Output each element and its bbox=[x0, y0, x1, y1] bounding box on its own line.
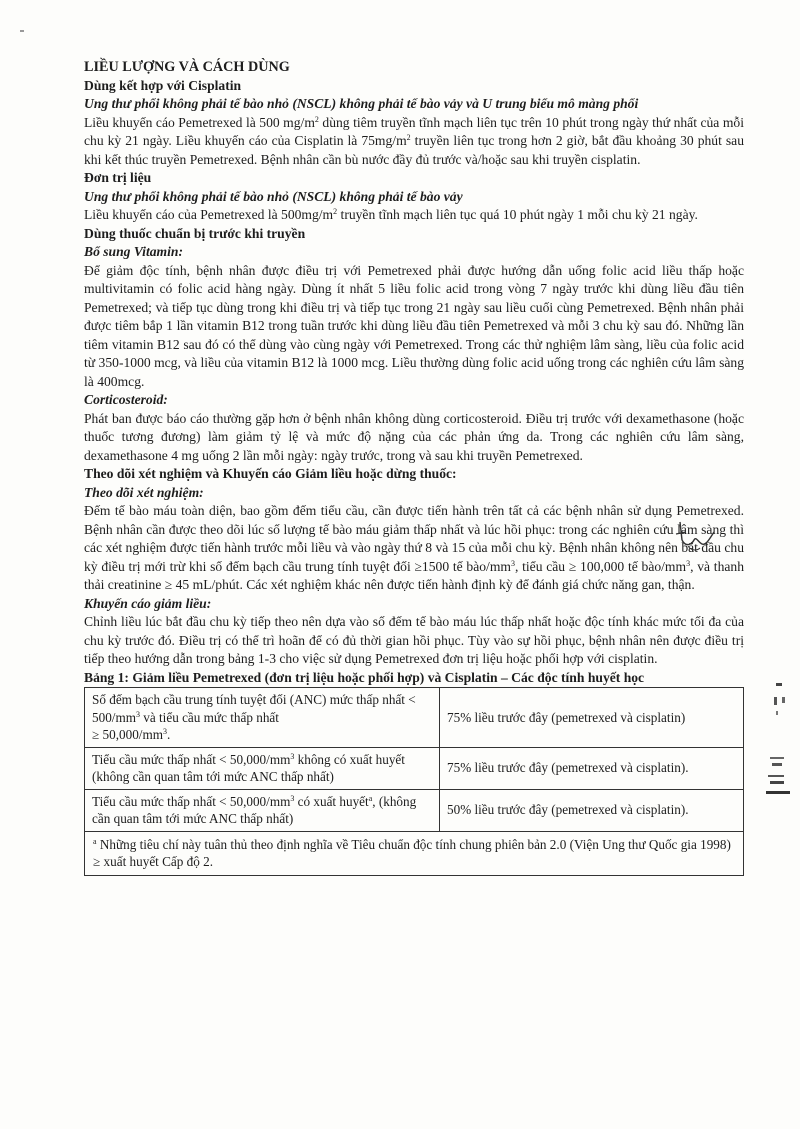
document-page bbox=[84, 58, 744, 876]
monotherapy-paragraph: Liều khuyến cáo của Pemetrexed là $500mg/m^2$ truyền tĩnh mạch liên tục quá 10 phút ngày 1 mỗi chu kỳ 21 ngày. bbox=[84, 207, 698, 222]
premedication-title: Dùng thuốc chuẩn bị trước khi truyền bbox=[84, 225, 306, 241]
corner-speck bbox=[20, 30, 24, 32]
combination-title: Dùng kết hợp với Cisplatin bbox=[84, 77, 242, 93]
corticosteroid-paragraph: Phát ban được báo cáo thường gặp hơn ở bệnh nhân không dùng corticosteroid. Điều trị trước với dexamethasone (hoặc thuốc tương đương) làm giảm tỷ lệ và mức độ nặng của các phản ứng da. Trong các nghiên cứu lâm sàng, dexamethasone 4 mg uống 2 lần mỗi ngày: ngày trước, trong và sau khi truyền Pemetrexed. bbox=[84, 410, 744, 463]
section-heading: LIỀU LƯỢNG VÀ CÁCH DÙNG bbox=[84, 59, 290, 75]
margin-scan-marks bbox=[760, 675, 796, 805]
table-cell: 75% liều trước đây (pemetrexed và cisplatin). bbox=[440, 747, 744, 789]
table-note-row bbox=[85, 831, 744, 875]
combination-paragraph: Liều khuyến cáo Pemetrexed là 500 $mg/m^2$ dùng tiêm truyền tĩnh mạch liên tục trên 10 phút trong ngày thứ nhất của mỗi chu kỳ 21 ngày. Liều khuyến cáo của Cisplatin là $75mg/m^2$ truyền liên tục trong hơn 2 giờ, bắt đầu khoảng 30 phút sau khi kết thúc truyền Pemetrexed. Bệnh nhân cần bù nước đầy đủ trước và/hoặc sau khi truyền cisplatin. bbox=[84, 114, 744, 167]
table-row bbox=[85, 789, 744, 831]
vitamin-subtitle: Bổ sung Vitamin: bbox=[84, 244, 183, 259]
table-cell: Số đếm bạch cầu trung tính tuyệt đối (ANC) mức thấp nhất < $500/mm^3$ và tiểu cầu mức thấp nhất ≥ $50,000/mm^3$. bbox=[85, 688, 440, 748]
table-cell: Tiểu cầu mức thấp nhất < $50,000/mm^3$ không có xuất huyết (không cần quan tâm tới mức ANC thấp nhất) bbox=[85, 747, 440, 789]
dose-reduction-paragraph: Chỉnh liều lúc bắt đầu chu kỳ tiếp theo nên dựa vào số đếm tế bào máu lúc thấp nhất hoặc độc tính khác mức tối đa của chu kỳ trước đó. Điều trị có thể trì hoãn để có đủ thời gian hồi phục. Tùy vào sự hồi phục, bệnh nhân nên được điều trị tiếp theo hướng dẫn trong bảng 1-3 cho việc sử dụng Pemetrexed đơn trị liệu hoặc phối hợp với cisplatin. bbox=[84, 614, 744, 666]
table-cell: 75% liều trước đây (pemetrexed và cisplatin) bbox=[440, 688, 744, 748]
table-footnote: $^a$ Những tiêu chí này tuân thủ theo định nghĩa về Tiêu chuẩn độc tính chung phiên bản 2.0 (Viện Ung thư Quốc gia 1998) ≥ xuất huyết Cấp độ 2. bbox=[85, 831, 744, 875]
table-cell: 50% liều trước đây (pemetrexed và cisplatin). bbox=[440, 789, 744, 831]
monotherapy-title: Đơn trị liệu bbox=[84, 170, 152, 185]
corticosteroid-subtitle: Corticosteroid: bbox=[84, 392, 168, 407]
monitoring-title: Theo dõi xét nghiệm và Khuyến cáo Giảm liều hoặc dừng thuốc: bbox=[84, 466, 457, 481]
table-cell: Tiểu cầu mức thấp nhất < $50,000/mm^3$ có xuất huyết$^a$, (không cần quan tâm tới mức ANC thấp nhất) bbox=[85, 789, 440, 831]
table-row bbox=[85, 688, 744, 748]
table-title: Bảng 1: Giảm liều Pemetrexed (đơn trị liệu hoặc phối hợp) và Cisplatin – Các độc tính huyết học bbox=[84, 669, 645, 685]
lab-monitoring-subtitle: Theo dõi xét nghiệm: bbox=[84, 484, 204, 500]
dose-reduction-table bbox=[84, 687, 744, 876]
lab-monitoring-paragraph: Đếm tế bào máu toàn diện, bao gồm đếm tiểu cầu, cần được tiến hành trên tất cả các bệnh nhân sử dụng Pemetrexed. Bệnh nhân cần được theo dõi lúc số lượng tế bào máu giảm thấp nhất và lúc hồi phục: trong các nghiên cứu lâm sàng thì các xét nghiệm được tiến hành trước mỗi liều và vào ngày thứ 8 và 15 của mỗi chu kỳ. Bệnh nhân không nên bắt đầu chu kỳ điều trị mới trừ khi số đếm bạch cầu trung tính tuyệt đối ≥1500 tế bào/$mm^3$, tiểu cầu ≥ 100,000 tế bào/$mm^3$, và thanh thải creatinine ≥ 45 mL/phút. Các xét nghiệm khác nên được tiến hành định kỳ để đánh giá chức năng gan, thận. bbox=[84, 503, 744, 592]
monotherapy-subtitle: Ung thư phổi không phải tế bào nhỏ (NSCL) không phải tế bào vảy bbox=[84, 188, 463, 204]
table-row bbox=[85, 747, 744, 789]
dose-reduction-subtitle: Khuyến cáo giảm liều: bbox=[84, 595, 212, 611]
combination-subtitle: Ung thư phổi không phải tế bào nhỏ (NSCL) không phải tế bào vảy và U trung biểu mô màng phổi bbox=[84, 96, 639, 111]
vitamin-paragraph: Để giảm độc tính, bệnh nhân được điều trị với Pemetrexed phải được hướng dẫn uống folic acid liều thấp hoặc multivitamin có folic acid hàng ngày. Dùng ít nhất 5 liều folic acid trong vòng 7 ngày trước khi dùng liều đầu tiên Pemetrexed; và tiếp tục dùng trong khi điều trị và tiếp tục trong 21 ngày sau liều cuối cùng Pemetrexed. Bệnh nhân phải được tiêm bắp 1 lần vitamin B12 trong tuần trước khi dùng liều đầu tiên Pemetrexed và mỗi 3 chu kỳ sau đó. Những lần tiêm vitamin B12 sau đó có thể dùng vào cùng ngày với Pemetrexed. Trong các thử nghiệm lâm sàng, liều của folic acid từ 350-1000 mcg, và liều của vitamin B12 là 1000 mcg. Liều thường dùng folic acid uống trong các nghiên cứu lâm sàng là 400mcg. bbox=[84, 262, 744, 389]
signature-mark bbox=[672, 520, 716, 554]
